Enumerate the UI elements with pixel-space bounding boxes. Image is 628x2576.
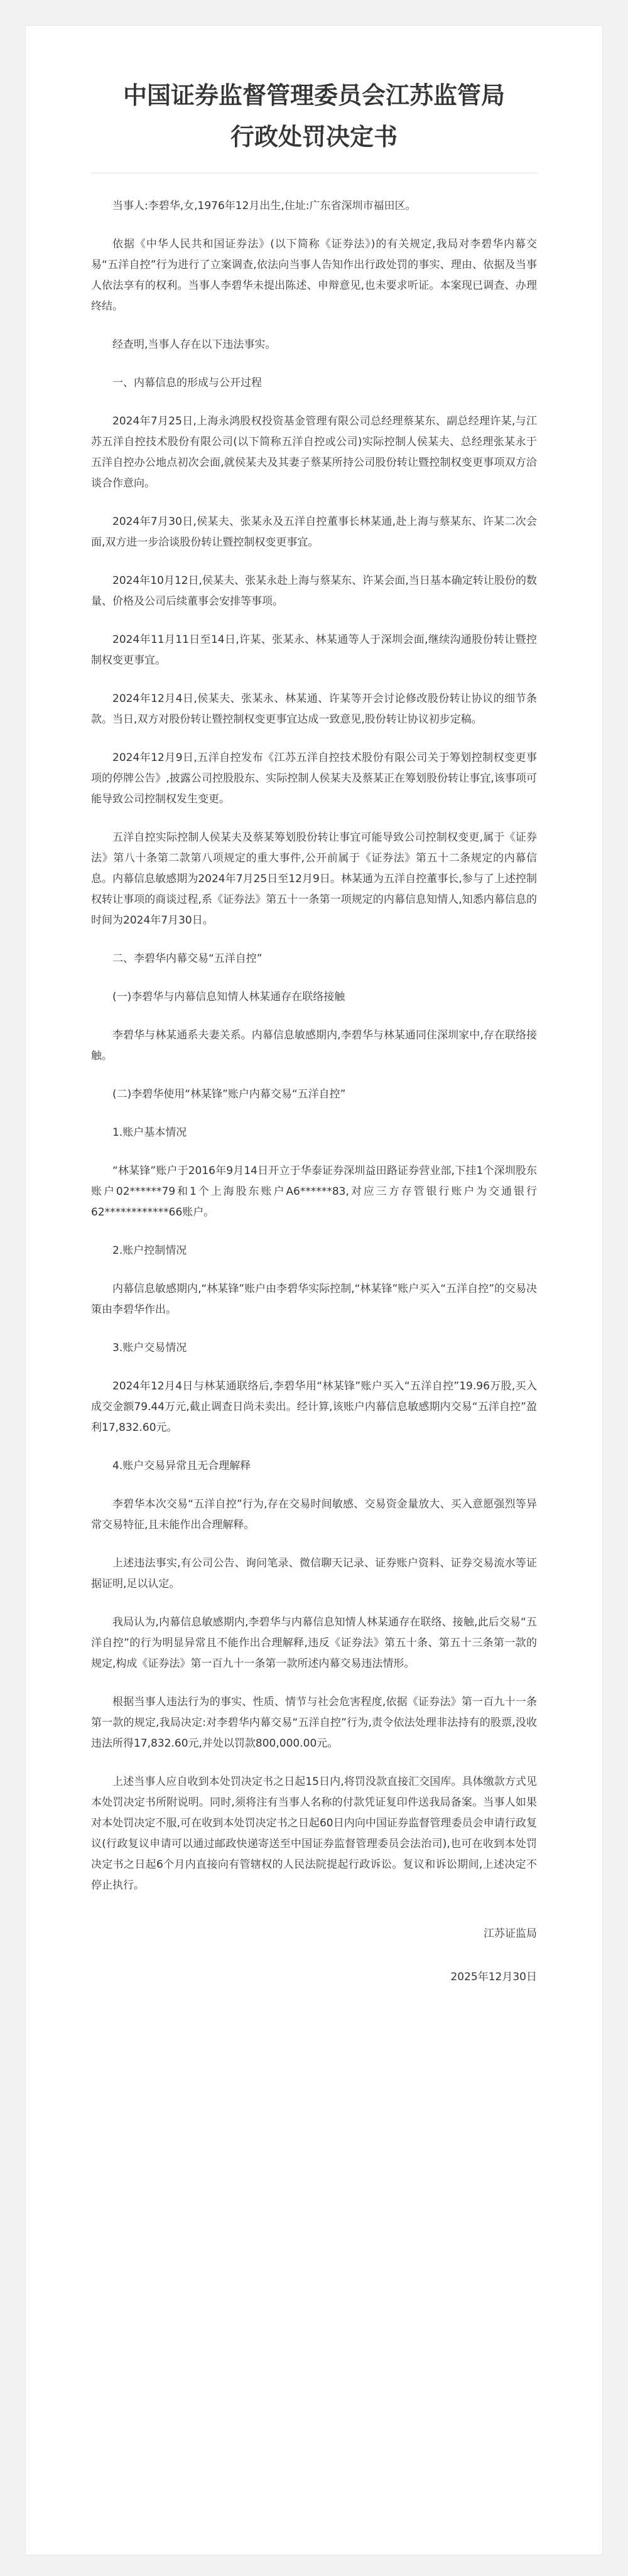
body-paragraph: 我局认为,内幕信息敏感期内,李碧华与内幕信息知情人林某通存在联络、接触,此后交易“五洋自控”的行为明显异常且不能作出合理解释,违反《证券法》第五十条、第五十三条第一款的规定,构成《证券法》第一百九十一条第一款所述内幕交易违法情形。 — [91, 1616, 537, 1670]
issue-date: 2025年12月30日 — [450, 1971, 537, 1983]
body-paragraph: 2024年10月12日,侯某夫、张某永赴上海与蔡某东、许某会面,当日基本确定转让股份的数量、价格及公司后续董事会安排等事项。 — [91, 574, 537, 608]
signature-block — [26, 1924, 602, 1988]
title-line-1: 中国证券监督管理委员会江苏监管局 — [122, 82, 505, 109]
document-page — [25, 25, 603, 2555]
document-body — [26, 196, 602, 1896]
body-paragraph: “林某锋”账户于2016年9月14日开立于华泰证券深圳益田路证券营业部,下挂1个深圳股东账户02******79和1个上海股东账户A6******83,对应三方存管银行账户为交通银行62************66账户。 — [91, 1165, 537, 1219]
title-line-2: 行政处罚决定书 — [230, 123, 398, 151]
body-paragraph: 一、内幕信息的形成与公开过程 — [112, 377, 262, 389]
body-paragraph: 4.账户交易异常且无合理解释 — [112, 1460, 251, 1472]
body-paragraph: 二、李碧华内幕交易“五洋自控” — [112, 952, 263, 965]
document-title — [26, 75, 602, 158]
body-paragraph: 当事人:李碧华,女,1976年12月出生,住址:广东省深圳市福田区。 — [112, 200, 416, 212]
body-paragraph: (二)李碧华使用“林某锋”账户内幕交易“五洋自控” — [112, 1088, 346, 1101]
body-paragraph: 李碧华本次交易“五洋自控”行为,存在交易时间敏感、交易资金量放大、买入意愿强烈等异常交易特征,且未能作出合理解释。 — [91, 1498, 537, 1531]
body-paragraph: 2.账户控制情况 — [112, 1244, 187, 1257]
body-paragraph: 内幕信息敏感期内,“林某锋”账户由李碧华实际控制,“林某锋”账户买入“五洋自控”的交易决策由李碧华作出。 — [91, 1283, 537, 1316]
body-paragraph: 经查明,当事人存在以下违法事实。 — [112, 338, 276, 351]
body-paragraph: 李碧华与林某通系夫妻关系。内幕信息敏感期内,李碧华与林某通同住深圳家中,存在联络接触。 — [91, 1029, 537, 1062]
body-paragraph: (一)李碧华与内幕信息知情人林某通存在联络接触 — [112, 991, 345, 1003]
body-paragraph: 2024年12月9日,五洋自控发布《江苏五洋自控技术股份有限公司关于筹划控制权变更事项的停牌公告》,披露公司控股股东、实际控制人侯某夫及蔡某正在筹划股份转让事宜,该事项可能导致公司控制权发生变更。 — [91, 752, 537, 806]
body-paragraph: 上述当事人应自收到本处罚决定书之日起15日内,将罚没款直接汇交国库。具体缴款方式见本处罚决定书所附说明。同时,须将注有当事人名称的付款凭证复印件送我局备案。当事人如果对本处罚决定不服,可在收到本处罚决定书之日起60日内向中国证券监督管理委员会申请行政复议(行政复议申请可以通过邮政快递寄送至中国证券监督管理委员会法治司),也可在收到本处罚决定书之日起6个月内直接向有管辖权的人民法院提起行政诉讼。复议和诉讼期间,上述决定不停止执行。 — [91, 1776, 537, 1892]
issuer-name: 江苏证监局 — [484, 1927, 537, 1940]
body-paragraph: 上述违法事实,有公司公告、询问笔录、微信聊天记录、证券账户资料、证券交易流水等证据证明,足以认定。 — [91, 1557, 537, 1590]
body-paragraph: 3.账户交易情况 — [112, 1342, 187, 1354]
body-paragraph: 2024年7月30日,侯某夫、张某永及五洋自控董事长林某通,赴上海与蔡某东、许某二次会面,双方进一步洽谈股份转让暨控制权变更事宜。 — [91, 515, 537, 549]
body-paragraph: 2024年7月25日,上海永鸿股权投资基金管理有限公司总经理蔡某东、副总经理许某,与江苏五洋自控技术股份有限公司(以下简称五洋自控或公司)实际控制人侯某夫、总经理张某永于五洋自控办公地点初次会面,就侯某夫及其妻子蔡某所持公司股份转让暨控制权变更事项双方洽谈合作意向。 — [91, 415, 537, 490]
body-paragraph: 1.账户基本情况 — [112, 1126, 187, 1139]
body-paragraph: 2024年12月4日,侯某夫、张某永、林某通、许某等开会讨论修改股份转让协议的细节条款。当日,双方对股份转让暨控制权变更事宜达成一致意见,股份转让协议初步定稿。 — [91, 693, 537, 726]
body-paragraph: 2024年11月11日至14日,许某、张某永、林某通等人于深圳会面,继续沟通股份转让暨控制权变更事宜。 — [91, 633, 537, 667]
body-paragraph: 根据当事人违法行为的事实、性质、情节与社会危害程度,依据《证券法》第一百九十一条第一款的规定,我局决定:对李碧华内幕交易“五洋自控”行为,责令依法处理非法持有的股票,没收违法所得17,832.60元,并处以罚款800,000.00元。 — [91, 1696, 537, 1750]
body-paragraph: 2024年12月4日与林某通联络后,李碧华用“林某锋”账户买入“五洋自控”19.96万股,买入成交金额79.44万元,截止调查日尚未卖出。经计算,该账户内幕信息敏感期内交易“五洋自控”盈利17,832.60元。 — [91, 1380, 537, 1434]
body-paragraph: 五洋自控实际控制人侯某夫及蔡某筹划股份转让事宜可能导致公司控制权变更,属于《证券法》第八十条第二款第八项规定的重大事件,公开前属于《证券法》第五十二条规定的内幕信息。内幕信息敏感期为2024年7月25日至12月9日。林某通为五洋自控董事长,参与了上述控制权转让事项的商谈过程,系《证券法》第五十一条第一项规定的内幕信息知情人,知悉内幕信息的时间为2024年7月30日。 — [91, 831, 537, 927]
body-paragraph: 依据《中华人民共和国证券法》(以下简称《证券法》)的有关规定,我局对李碧华内幕交易“五洋自控”行为进行了立案调查,依法向当事人告知作出行政处罚的事实、理由、依据及当事人依法享有的权利。当事人李碧华未提出陈述、申辩意见,也未要求听证。本案现已调查、办理终结。 — [91, 238, 537, 313]
